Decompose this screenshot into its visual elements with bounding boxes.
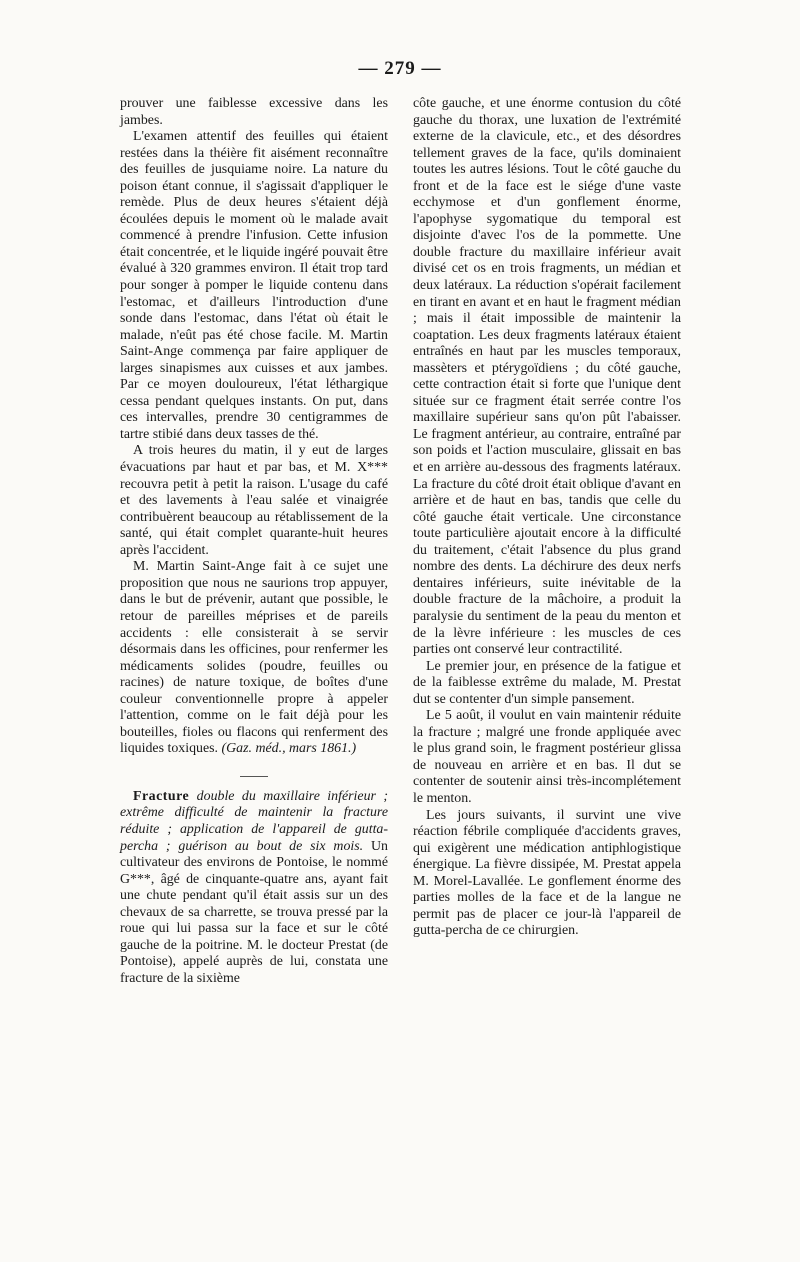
paragraph: Le 5 août, il voulut en vain maintenir réduite la fracture ; malgré une fronde appliquée avec le plus grand soin, le fragment postérieur glissa de nouveau en arrière et en bas. Il dut se contenter de soutenir ainsi très-incomplétement le menton. [413, 708, 681, 806]
article-title: Fracture [133, 788, 190, 804]
paragraph: Les jours suivants, il survint une vive réaction fébrile compliquée d'accidents graves, qui exigèrent une médication antiphlogistique énergique. La fièvre dissipée, M. Prestat appela M. Morel-Lavallée. Le gonflement énorme des parties molles de la face et de la langue ne permit pas de placer ce jour-là l'appareil de gutta-percha de ce chirurgien. [413, 807, 681, 939]
left-column [120, 96, 388, 987]
page-number: — 279 — [358, 58, 442, 79]
paragraph [120, 559, 388, 758]
paragraph: côte gauche, et une énorme contusion du côté gauche du thorax, une luxation de l'extrémité externe de la clavicule, etc., et des désordres tellement graves de la face, qu'ils dominaient toutes les autres lésions. Tout le côté gauche du front et de la face est le siége d'une vaste ecchymose et d'un gonflement énorme, l'apophyse sygomatique du temporal est disjointe d'avec l'os de la pommette. Une double fracture du maxillaire inférieur avait divisé cet os en trois fragments, un médian et deux latéraux. La réduction s'opérait facilement en tirant en avant et en haut le fragment médian ; mais il était impossible de maintenir la coaptation. Les deux fragments latéraux étaient entraînés en haut par les muscles temporaux, massèters et ptérygoïdiens ; du côté gauche, cette contraction était si forte que l'unique dent située sur ce fragment était serrée contre l'os maxillaire supérieur sans qu'on pût l'abaisser. Le fragment antérieur, au contraire, entraîné par son poids et l'action musculaire, glissait en bas et en arrière au-dessous des fragments latéraux. La fracture du côté droit était oblique d'avant en arrière et de haut en bas, tandis que celle du côté gauche était verticale. Une circonstance toute particulière ajoutait encore à la difficulté du traitement, c'était l'absence du plus grand nombre des dents. La déchirure des deux nerfs dentaires inférieurs, suite inévitable de la double fracture de la mâchoire, a produit la paralysie du sentiment de la peau du menton et de la lèvre inférieure : les muscles de ces parties ont conservé leur contractilité. [413, 96, 681, 658]
source-citation: (Gaz. méd., mars 1861.) [221, 741, 357, 757]
article-body: Un cultivateur des environs de Pontoise, le nommé G***, âgé de cinquante-quatre ans, ayant fait une chute pendant qu'il était assis sur un des chevaux de sa charrette, se trouva pressé par la roue qui lui passa sur la face et sur le côté gauche de la poitrine. M. le docteur Prestat (de Pontoise), appelé auprès de lui, constata une fracture de la sixième [120, 838, 388, 986]
paragraph: L'examen attentif des feuilles qui étaient restées dans la théière fit aisément reconnaître des feuilles de jusquiame noire. La nature du poison étant connue, il s'agissait d'appliquer le remède. Plus de deux heures s'étaient déjà écoulées depuis le moment où le malade avait commencé à prendre l'infusion. Cette infusion était concentrée, et le liquide ingéré pouvait être évalué à 320 grammes environ. Il était trop tard pour songer à pomper le liquide contenu dans l'estomac, et d'ailleurs l'introduction d'une sonde dans l'estomac, dans l'état où était le malade, n'eût pas été chose facile. M. Martin Saint-Ange commença par faire appliquer de larges sinapismes aux cuisses et aux jambes. Par ce moyen douloureux, l'état léthargique cessa pendant quelques instants. On put, dans ces intervalles, prendre 30 centigrammes de tartre stibié dans deux tasses de thé. [120, 129, 388, 442]
paragraph: A trois heures du matin, il y eut de larges évacuations par haut et par bas, et M. X*** recouvra petit à petit la raison. L'usage du café et des lavements à l'eau salée et vinaigrée contribuèrent beaucoup au rétablissement de la santé, qui était complet quarante-huit heures après l'accident. [120, 443, 388, 558]
section-divider [240, 776, 268, 777]
paragraph-text: M. Martin Saint-Ange fait à ce sujet une proposition que nous ne saurions trop appuyer, dans le but de prévenir, autant que possible, le retour de pareilles méprises et de pareils accidents : elle consisterait à se servir désormais dans les officines, pour renfermer les médicaments solides (poudre, feuilles ou racines) de nature toxique, de boîtes d'une couleur conventionnelle propre à appeler l'attention, comme on le fait déjà pour les bouteilles, fioles ou flacons qui renferment des liquides toxiques. [120, 559, 388, 757]
article-subtitle: double du maxillaire inférieur ; extrême difficulté de maintenir la fracture réduite ; application de l'appareil de gutta-percha ; guérison au bout de six mois. [120, 788, 388, 854]
right-column [413, 96, 681, 940]
article-paragraph [120, 789, 388, 988]
paragraph: prouver une faiblesse excessive dans les jambes. [120, 96, 388, 128]
paragraph: Le premier jour, en présence de la fatigue et de la faiblesse extrême du malade, M. Prestat dut se contenter d'un simple pansement. [413, 658, 681, 707]
